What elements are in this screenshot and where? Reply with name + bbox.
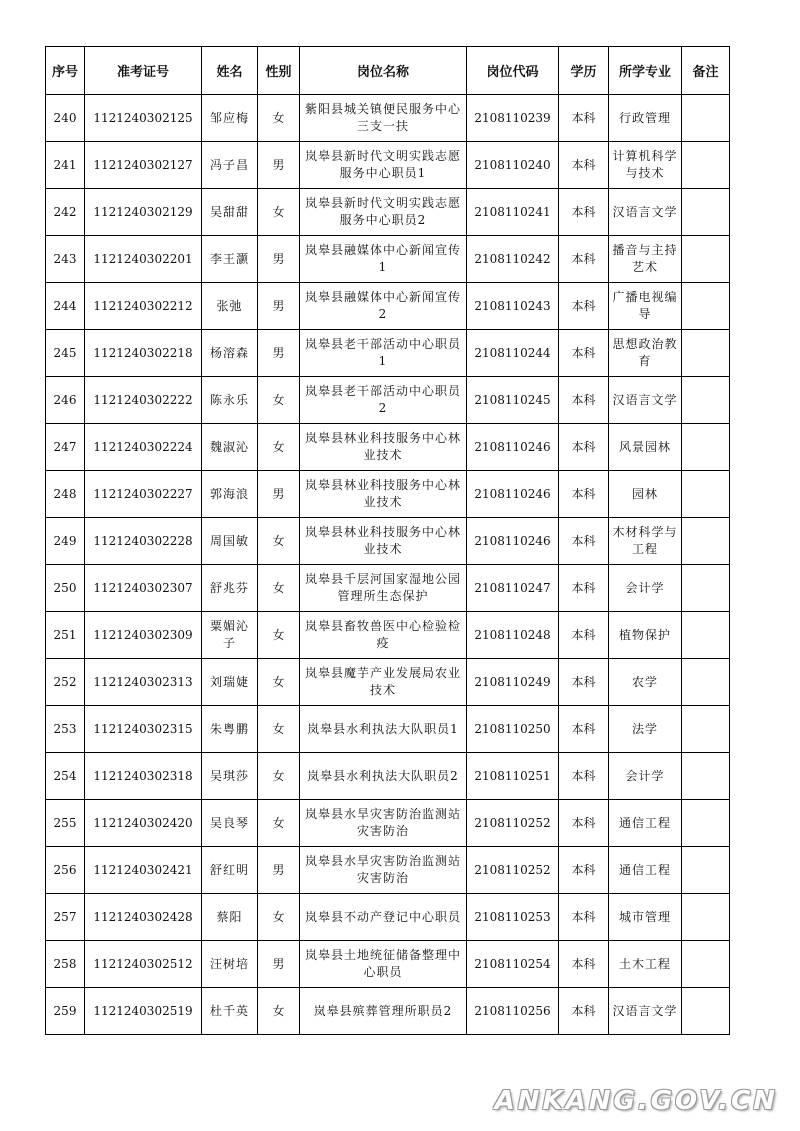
cell-major: 园林 [609,471,682,518]
cell-remarks [682,800,730,847]
cell-name: 朱粤鹏 [202,706,258,753]
cell-post-code: 2108110245 [467,377,559,424]
cell-remarks [682,565,730,612]
cell-post-name: 岚皋县老干部活动中心职员1 [300,330,467,377]
cell-exam-id: 1121240302307 [85,565,202,612]
cell-gender: 男 [258,236,300,283]
cell-remarks [682,95,730,142]
cell-major: 农学 [609,659,682,706]
cell-post-code: 2108110252 [467,800,559,847]
table-row [46,988,730,1035]
cell-name: 李王灏 [202,236,258,283]
cell-major: 会计学 [609,565,682,612]
header-name: 姓名 [202,47,258,95]
cell-name: 周国敏 [202,518,258,565]
cell-gender: 男 [258,471,300,518]
cell-exam-id: 1121240302212 [85,283,202,330]
cell-post-name: 紫阳县城关镇便民服务中心三支一扶 [300,95,467,142]
table-row [46,142,730,189]
cell-gender: 女 [258,988,300,1035]
cell-name: 张弛 [202,283,258,330]
cell-major: 汉语言文学 [609,988,682,1035]
cell-post-name: 岚皋县水旱灾害防治监测站灾害防治 [300,847,467,894]
cell-post-code: 2108110246 [467,424,559,471]
cell-exam-id: 1121240302125 [85,95,202,142]
cell-gender: 女 [258,95,300,142]
cell-remarks [682,330,730,377]
header-major: 所学专业 [609,47,682,95]
cell-gender: 女 [258,518,300,565]
cell-education: 本科 [559,95,609,142]
cell-post-code: 2108110253 [467,894,559,941]
cell-exam-id: 1121240302218 [85,330,202,377]
cell-education: 本科 [559,142,609,189]
cell-name: 粟媚沁子 [202,612,258,659]
cell-gender: 男 [258,847,300,894]
cell-seq: 249 [46,518,85,565]
cell-education: 本科 [559,612,609,659]
cell-exam-id: 1121240302129 [85,189,202,236]
cell-post-name: 岚皋县不动产登记中心职员 [300,894,467,941]
table-row [46,706,730,753]
cell-post-code: 2108110254 [467,941,559,988]
cell-major: 思想政治教育 [609,330,682,377]
table-header-row [46,47,730,95]
cell-exam-id: 1121240302512 [85,941,202,988]
cell-remarks [682,471,730,518]
cell-name: 吴良琴 [202,800,258,847]
cell-post-code: 2108110252 [467,847,559,894]
cell-education: 本科 [559,518,609,565]
cell-major: 通信工程 [609,847,682,894]
cell-name: 舒红明 [202,847,258,894]
cell-major: 木材科学与工程 [609,518,682,565]
cell-gender: 男 [258,283,300,330]
cell-name: 陈永乐 [202,377,258,424]
cell-remarks [682,847,730,894]
site-watermark: ANKANG.GOV.CN [494,1086,778,1116]
cell-post-name: 岚皋县融媒体中心新闻宣传1 [300,236,467,283]
cell-post-name: 岚皋县畜牧兽医中心检验检疫 [300,612,467,659]
table-row [46,377,730,424]
cell-major: 土木工程 [609,941,682,988]
cell-seq: 256 [46,847,85,894]
cell-seq: 255 [46,800,85,847]
cell-major: 城市管理 [609,894,682,941]
cell-exam-id: 1121240302519 [85,988,202,1035]
cell-remarks [682,283,730,330]
header-education: 学历 [559,47,609,95]
cell-post-name: 岚皋县老干部活动中心职员2 [300,377,467,424]
cell-post-code: 2108110250 [467,706,559,753]
cell-name: 汪树培 [202,941,258,988]
cell-gender: 女 [258,189,300,236]
cell-gender: 男 [258,941,300,988]
cell-gender: 女 [258,565,300,612]
cell-name: 蔡阳 [202,894,258,941]
cell-education: 本科 [559,424,609,471]
cell-remarks [682,424,730,471]
cell-major: 通信工程 [609,800,682,847]
cell-education: 本科 [559,659,609,706]
cell-post-name: 岚皋县水利执法大队职员2 [300,753,467,800]
table-row [46,753,730,800]
table-row [46,283,730,330]
cell-gender: 女 [258,894,300,941]
cell-seq: 245 [46,330,85,377]
cell-major: 风景园林 [609,424,682,471]
cell-remarks [682,941,730,988]
cell-post-code: 2108110247 [467,565,559,612]
cell-exam-id: 1121240302421 [85,847,202,894]
cell-remarks [682,753,730,800]
cell-seq: 257 [46,894,85,941]
cell-exam-id: 1121240302315 [85,706,202,753]
header-post-code: 岗位代码 [467,47,559,95]
header-seq: 序号 [46,47,85,95]
table-row [46,330,730,377]
cell-seq: 253 [46,706,85,753]
cell-education: 本科 [559,283,609,330]
cell-seq: 248 [46,471,85,518]
cell-exam-id: 1121240302309 [85,612,202,659]
cell-education: 本科 [559,471,609,518]
cell-education: 本科 [559,330,609,377]
cell-post-name: 岚皋县土地统征储备整理中心职员 [300,941,467,988]
cell-education: 本科 [559,565,609,612]
cell-seq: 242 [46,189,85,236]
cell-name: 杨溶森 [202,330,258,377]
cell-name: 舒兆芬 [202,565,258,612]
cell-name: 吴甜甜 [202,189,258,236]
cell-post-code: 2108110239 [467,95,559,142]
cell-post-name: 岚皋县新时代文明实践志愿服务中心职员1 [300,142,467,189]
table-row [46,565,730,612]
cell-gender: 女 [258,424,300,471]
cell-post-name: 岚皋县水利执法大队职员1 [300,706,467,753]
cell-education: 本科 [559,236,609,283]
cell-remarks [682,142,730,189]
table-row [46,894,730,941]
cell-post-name: 岚皋县水旱灾害防治监测站灾害防治 [300,800,467,847]
cell-education: 本科 [559,377,609,424]
table-row [46,612,730,659]
cell-remarks [682,518,730,565]
header-remarks: 备注 [682,47,730,95]
cell-remarks [682,189,730,236]
cell-exam-id: 1121240302127 [85,142,202,189]
cell-exam-id: 1121240302428 [85,894,202,941]
cell-remarks [682,236,730,283]
cell-post-code: 2108110246 [467,518,559,565]
cell-remarks [682,988,730,1035]
cell-major: 会计学 [609,753,682,800]
cell-gender: 女 [258,659,300,706]
cell-remarks [682,706,730,753]
cell-post-name: 岚皋县林业科技服务中心林业技术 [300,471,467,518]
cell-major: 植物保护 [609,612,682,659]
cell-education: 本科 [559,988,609,1035]
table-row [46,471,730,518]
cell-post-name: 岚皋县魔芋产业发展局农业技术 [300,659,467,706]
cell-remarks [682,377,730,424]
cell-gender: 女 [258,706,300,753]
cell-gender: 女 [258,753,300,800]
cell-education: 本科 [559,189,609,236]
table-row [46,941,730,988]
cell-gender: 女 [258,800,300,847]
cell-education: 本科 [559,800,609,847]
cell-post-name: 岚皋县林业科技服务中心林业技术 [300,424,467,471]
cell-major: 播音与主持艺术 [609,236,682,283]
cell-seq: 250 [46,565,85,612]
cell-post-code: 2108110244 [467,330,559,377]
cell-exam-id: 1121240302201 [85,236,202,283]
cell-gender: 男 [258,142,300,189]
table-row [46,518,730,565]
cell-education: 本科 [559,894,609,941]
cell-remarks [682,612,730,659]
cell-seq: 243 [46,236,85,283]
cell-exam-id: 1121240302313 [85,659,202,706]
cell-name: 吴琪莎 [202,753,258,800]
cell-exam-id: 1121240302222 [85,377,202,424]
cell-major: 行政管理 [609,95,682,142]
header-exam-id: 准考证号 [85,47,202,95]
table-row [46,236,730,283]
cell-name: 郭海浪 [202,471,258,518]
cell-education: 本科 [559,753,609,800]
cell-name: 魏淑沁 [202,424,258,471]
cell-education: 本科 [559,941,609,988]
cell-post-code: 2108110256 [467,988,559,1035]
cell-seq: 246 [46,377,85,424]
cell-remarks [682,894,730,941]
cell-exam-id: 1121240302420 [85,800,202,847]
cell-seq: 247 [46,424,85,471]
cell-post-name: 岚皋县融媒体中心新闻宣传2 [300,283,467,330]
cell-post-code: 2108110248 [467,612,559,659]
cell-seq: 251 [46,612,85,659]
cell-seq: 254 [46,753,85,800]
cell-gender: 女 [258,377,300,424]
cell-name: 杜千英 [202,988,258,1035]
cell-seq: 258 [46,941,85,988]
cell-gender: 女 [258,612,300,659]
cell-gender: 男 [258,330,300,377]
candidate-table [45,46,730,1035]
table-row [46,659,730,706]
cell-major: 汉语言文学 [609,377,682,424]
cell-post-name: 岚皋县林业科技服务中心林业技术 [300,518,467,565]
cell-remarks [682,659,730,706]
cell-exam-id: 1121240302227 [85,471,202,518]
cell-seq: 240 [46,95,85,142]
cell-name: 刘瑞婕 [202,659,258,706]
cell-post-code: 2108110240 [467,142,559,189]
cell-post-code: 2108110249 [467,659,559,706]
cell-post-code: 2108110241 [467,189,559,236]
table-row [46,424,730,471]
cell-major: 广播电视编导 [609,283,682,330]
cell-major: 计算机科学与技术 [609,142,682,189]
cell-exam-id: 1121240302318 [85,753,202,800]
cell-seq: 241 [46,142,85,189]
cell-name: 邹应梅 [202,95,258,142]
cell-post-code: 2108110243 [467,283,559,330]
cell-post-name: 岚皋县殡葬管理所职员2 [300,988,467,1035]
table-row [46,95,730,142]
cell-seq: 252 [46,659,85,706]
cell-post-code: 2108110242 [467,236,559,283]
table-body [46,95,730,1035]
cell-seq: 244 [46,283,85,330]
cell-major: 汉语言文学 [609,189,682,236]
table-row [46,189,730,236]
header-post-name: 岗位名称 [300,47,467,95]
cell-post-name: 岚皋县千层河国家湿地公园管理所生态保护 [300,565,467,612]
cell-name: 冯子昌 [202,142,258,189]
cell-exam-id: 1121240302224 [85,424,202,471]
cell-seq: 259 [46,988,85,1035]
table-row [46,847,730,894]
table-row [46,800,730,847]
cell-post-code: 2108110251 [467,753,559,800]
cell-education: 本科 [559,847,609,894]
cell-post-code: 2108110246 [467,471,559,518]
cell-post-name: 岚皋县新时代文明实践志愿服务中心职员2 [300,189,467,236]
cell-education: 本科 [559,706,609,753]
cell-exam-id: 1121240302228 [85,518,202,565]
header-gender: 性别 [258,47,300,95]
cell-major: 法学 [609,706,682,753]
